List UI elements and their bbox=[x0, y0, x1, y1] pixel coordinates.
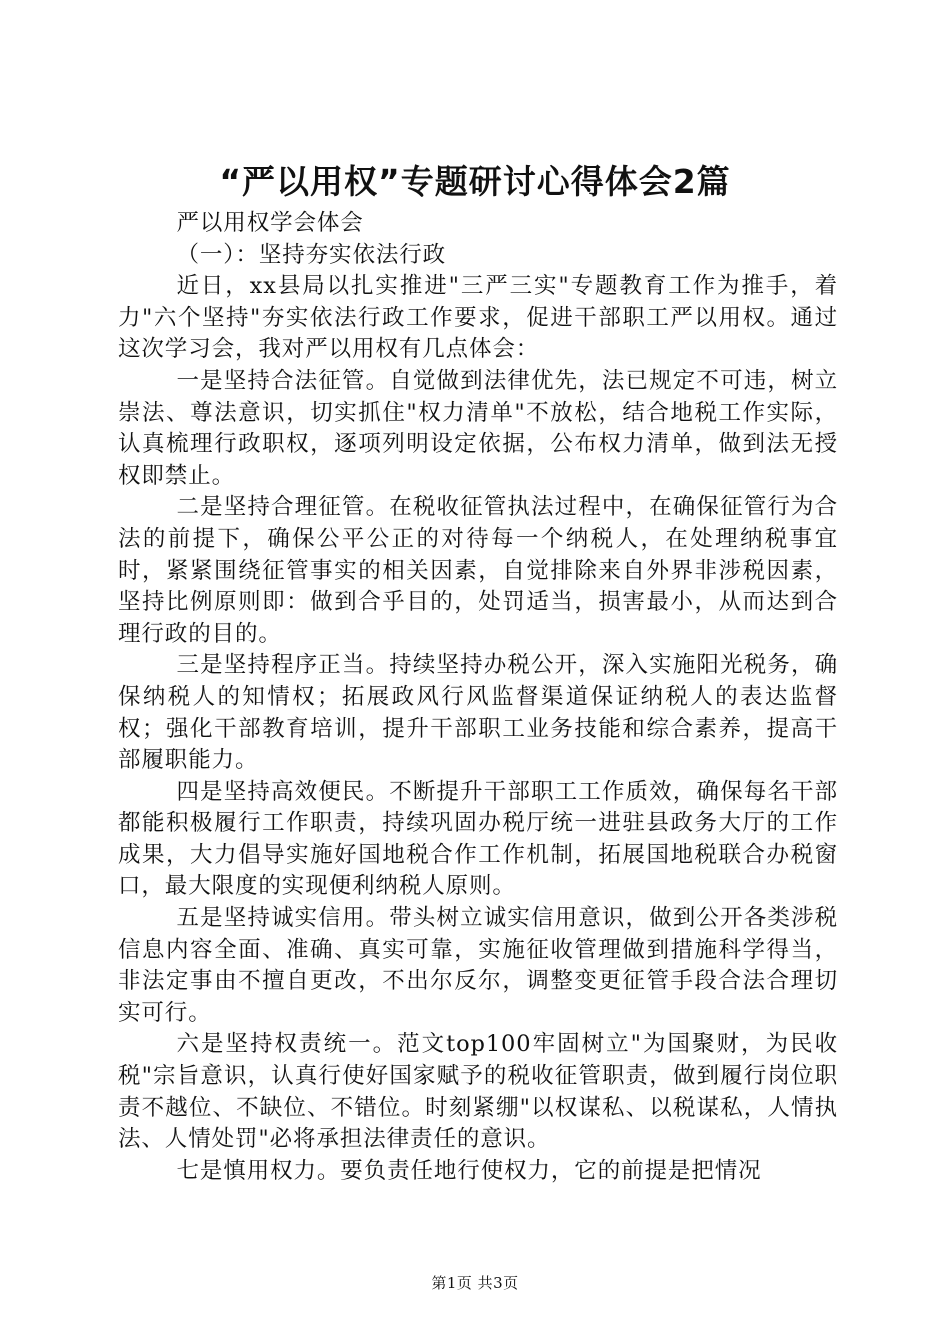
subsection-heading: （一）：坚持夯实依法行政 bbox=[176, 241, 447, 268]
intro-paragraph: 近日，xx县局以扎实推进"三严三实"专题教育工作为推手，着力"六个坚持"夯实依法行政工作要求，促进干部职工严以用权。通过这次学习会，我对严以用权有几点体会： bbox=[118, 273, 838, 363]
document-body bbox=[118, 208, 838, 1187]
point-paragraph-7: 七是慎用权力。要负责任地行使权力，它的前提是把情况 bbox=[176, 1157, 762, 1184]
section-heading: 严以用权学会体会 bbox=[176, 210, 364, 236]
document-title: “严以用权”专题研讨心得体会2篇 bbox=[219, 162, 731, 201]
point-paragraph-2: 二是坚持合理征管。在税收征管执法过程中，在确保征管行为合法的前提下，确保公平公正的对待每一个纳税人，在处理纳税事宜时，紧紧围绕征管事实的相关因素，自觉排除来自外界非涉税因素，坚持比例原则即：做到合乎目的，处罚适当，损害最小，从而达到合理行政的目的。 bbox=[118, 494, 838, 647]
point-paragraph-3: 三是坚持程序正当。持续坚持办税公开，深入实施阳光税务，确保纳税人的知情权；拓展政风行风监督渠道保证纳税人的表达监督权；强化干部教育培训，提升干部职工业务技能和综合素养，提高干部履职能力。 bbox=[118, 652, 838, 774]
point-paragraph-4: 四是坚持高效便民。不断提升干部职工工作质效，确保每名干部都能积极履行工作职责，持续巩固办税厅统一进驻县政务大厅的工作成果，大力倡导实施好国地税合作工作机制，拓展国地税联合办税窗口，最大限度的实现便利纳税人原则。 bbox=[118, 778, 838, 900]
page-number-footer: 第1页 共3页 bbox=[431, 1274, 519, 1292]
point-paragraph-1: 一是坚持合法征管。自觉做到法律优先，法已规定不可违，树立崇法、尊法意识，切实抓住"权力清单"不放松，结合地税工作实际，认真梳理行政职权，逐项列明设定依据，公布权力清单，做到法无授权即禁止。 bbox=[118, 367, 838, 489]
point-paragraph-6: 六是坚持权责统一。范文top100牢固树立"为国聚财，为民收税"宗旨意识，认真行使好国家赋予的税收征管职责，做到履行岗位职责不越位、不缺位、不错位。时刻紧绷"以权谋私、以税谋私，人情执法、人情处罚"必将承担法律责任的意识。 bbox=[118, 1031, 838, 1153]
point-paragraph-5: 五是坚持诚实信用。带头树立诚实信用意识，做到公开各类涉税信息内容全面、准确、真实可靠，实施征收管理做到措施科学得当，非法定事由不擅自更改，不出尔反尔，调整变更征管手段合法合理切实可行。 bbox=[118, 905, 838, 1026]
